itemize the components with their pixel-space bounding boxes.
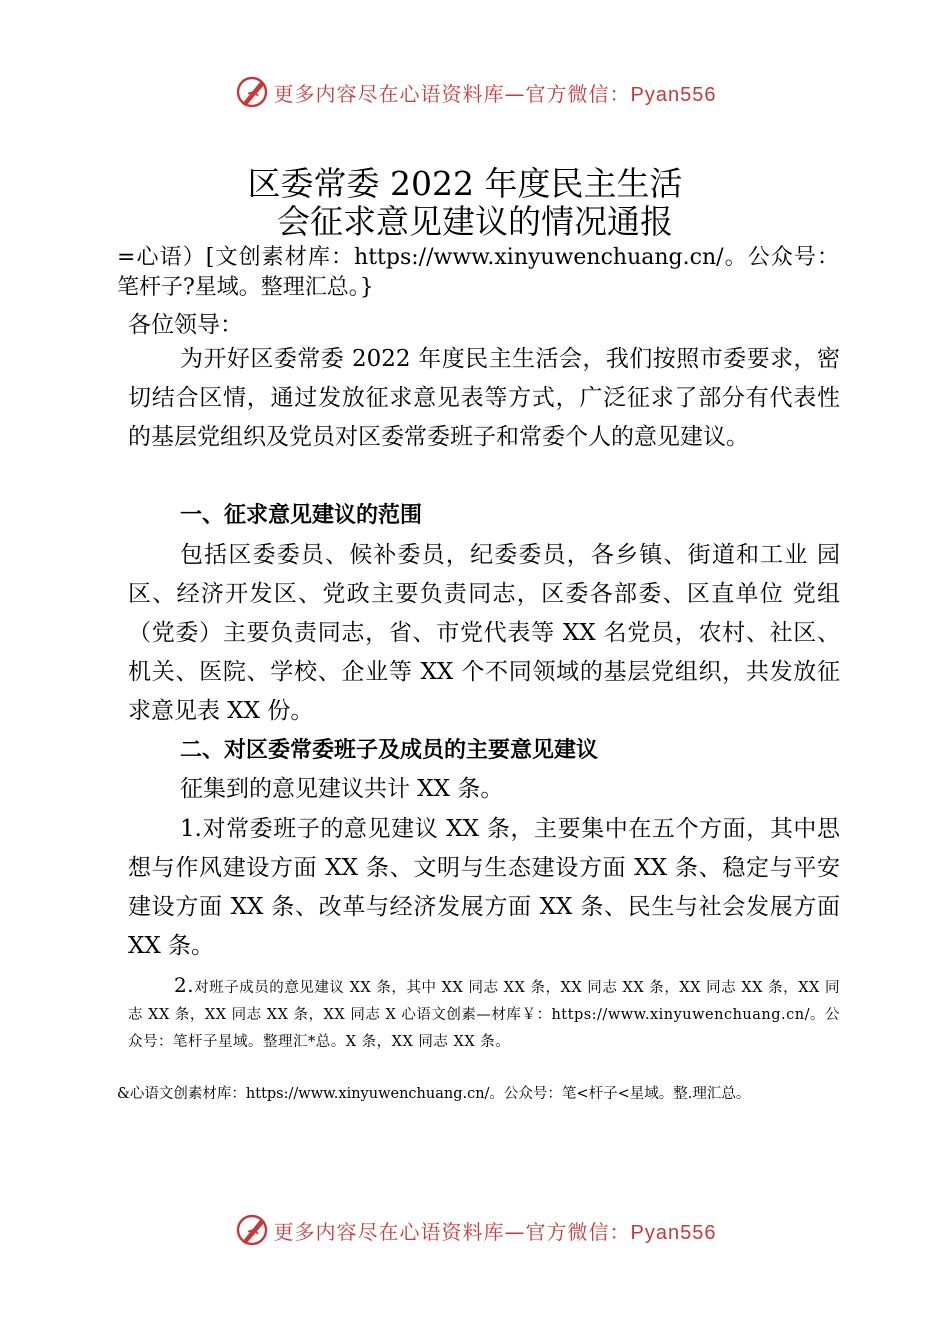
pen-logo-icon (234, 1212, 270, 1248)
wechat-id: Pyan556 (630, 83, 717, 106)
paragraph-intro: 为开好区委常委 2022 年度民主生活会，我们按照市委要求，密切结合区情，通过发放征求意见表等方式，广泛征求了部分有代表性的基层党组织及党员对区委常委班子和常委个人的意见建议。 (128, 346, 840, 450)
header-banner (0, 70, 950, 114)
wechat-id: Pyan556 (630, 1221, 717, 1244)
document-title-line2: 会征求意见建议的情况通报 (277, 202, 673, 241)
document-title-line1: 区委常委 2022 年度民主生活 (247, 164, 683, 203)
paragraph-item-2 (128, 972, 840, 1056)
footer-note: &心语文创素材库：https://www.xinyuwenchuang.cn/。公众号：笔<杆子<星域。整.理汇总。 (117, 1086, 751, 1102)
item-2-text: 对班子成员的意见建议 XX 条，其中 XX 同志 XX 条，XX 同志 XX 条，XX 同志 XX 条，XX 同志 XX 条，XX 同志 XX 条，XX 同志 X 心语文创素—材库￥：https://www.xinyuwenchuang.cn/。公众号：笔杆子星域。整理汇*总。X 条，XX 同志 XX 条。 (128, 980, 840, 1050)
paragraph-scope: 包括区委委员、候补委员，纪委委员，各乡镇、街道和工业 园区、经济开发区、党政主要负责同志，区委各部委、区直单位 党组（党委）主要负责同志，省、市党代表等 XX 名党员，农村、社区、机关、医院、学校、企业等 XX 个不同领域的基层党组织，共发放征求意见表 XX 份。 (128, 542, 840, 724)
paragraph-item-1: 1.对常委班子的意见建议 XX 条，主要集中在五个方面，其中思想与作风建设方面 XX 条、文明与生态建设方面 XX 条、稳定与平安建设方面 XX 条、改革与经济发展方面 XX 条、民生与社会发展方面 XX 条。 (128, 816, 840, 959)
paragraph-total: 征集到的意见建议共计 XX 条。 (180, 776, 504, 802)
source-note: =心语）[文创素材库：https://www.xinyuwenchuang.cn/。公众号：笔杆子?星域。整理汇总。} (117, 245, 839, 300)
section-heading-1: 一、征求意见建议的范围 (180, 503, 423, 528)
greeting: 各位领导： (128, 312, 243, 338)
banner-text: 更多内容尽在心语资料库—官方微信：Pyan556 (273, 81, 717, 106)
footer-banner (0, 1208, 950, 1252)
item-2-number: 2. (174, 973, 195, 997)
pen-logo-icon (234, 74, 270, 110)
section-heading-2: 二、对区委常委班子及成员的主要意见建议 (180, 738, 599, 763)
banner-text: 更多内容尽在心语资料库—官方微信：Pyan556 (273, 1219, 717, 1244)
